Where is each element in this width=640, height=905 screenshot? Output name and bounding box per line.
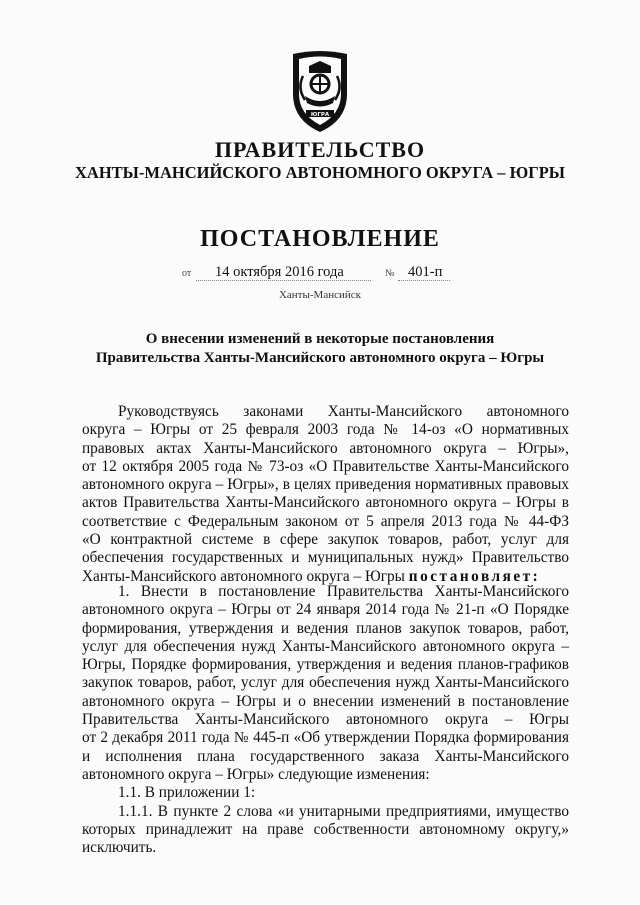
date-prefix: от (182, 268, 192, 279)
coat-of-arms-emblem (285, 48, 355, 136)
text-line: обеспечения государственных и муниципальных нужд» Правительство (82, 549, 569, 567)
text-line: автономного округа – Югры», в целях приведения нормативных правовых (82, 476, 569, 494)
document-subject (0, 330, 640, 368)
text-line: 1.1.1. В пункте 2 слова «и унитарными предприятиями, имущество (118, 802, 569, 820)
text-line: Руководствуясь законами Ханты-Мансийского автономного (118, 403, 569, 420)
preamble-paragraph (82, 403, 569, 586)
subject-line-2: Правительства Ханты-Мансийского автономного округа – Югры (95, 350, 545, 366)
government-title: ПРАВИТЕЛЬСТВО (214, 137, 426, 162)
text-line: от 2 декабря 2011 года № 445-п «Об утверждении Порядка формирования (82, 729, 569, 747)
text-line: «О контрактной системе в сфере закупок товаров, работ, услуг для (82, 531, 569, 549)
text-line: округа – Югры от 25 февраля 2003 года № 14-оз «О нормативных (82, 421, 569, 439)
text-line: соответствие с Федеральным законом от 5 апреля 2013 года № 44-ФЗ (82, 512, 569, 530)
text-line: услуг для обеспечения нужд Ханты-Мансийского автономного округа – (82, 637, 569, 655)
text-line: формирования, утверждения и ведения планов закупок товаров, работ, (82, 619, 569, 637)
text-line: 1. Внести в постановление Правительства Ханты-Мансийского (118, 583, 569, 600)
text-line: которых принадлежит на праве собственности автономному округу,» (82, 820, 569, 838)
text-line: и исполнения плана государственного заказа Ханты-Мансийского (82, 747, 569, 765)
text-line: Правительства Ханты-Мансийского автономного округа – Югры (82, 711, 569, 729)
region-title: ХАНТЫ-МАНСИЙСКОГО АВТОНОМНОГО ОКРУГА – ЮГРЫ (75, 163, 565, 182)
text-line: правовых актах Ханты-Мансийского автономного округа – Югры», (82, 439, 569, 457)
number-prefix: № (385, 268, 395, 279)
document-date: 14 октября 2016 года (215, 264, 344, 280)
document-number: 401-п (408, 264, 443, 280)
text-line: автономного округа – Югры» следующие изменения: (82, 765, 430, 783)
preamble-last-line: Ханты-Мансийского автономного округа – Югры (82, 567, 405, 585)
text-line: автономного округа – Югры от 24 января 2014 года № 21-п «О Порядке (82, 601, 569, 619)
subpoint-1-1: 1.1. В приложении 1: (118, 784, 256, 802)
text-line: от 12 октября 2005 года № 73-оз «О Правительстве Ханты-Мансийского (82, 457, 569, 475)
document-type: ПОСТАНОВЛЕНИЕ (200, 226, 440, 252)
decree-word: постановляет: (408, 567, 541, 585)
text-line: автономного округа – Югры и о внесении изменений в постановление (82, 692, 569, 710)
date-number-line (0, 264, 640, 286)
coat-of-arms-icon (285, 48, 355, 136)
city-name: Ханты-Мансийск (278, 289, 361, 301)
emblem-caption: ЮГРА (310, 112, 330, 118)
point-1-paragraph (82, 583, 569, 857)
text-line: исключить. (82, 839, 157, 857)
text-line: Югры, Порядке формирования, утверждения и ведения планов-графиков (82, 656, 569, 674)
text-line: актов Правительства Ханты-Мансийского автономного округа – Югры в (82, 494, 569, 512)
subject-line-1: О внесении изменений в некоторые постановления (145, 331, 495, 347)
text-line: закупок товаров, работ, услуг для обеспечения нужд Ханты-Мансийского (82, 674, 569, 692)
